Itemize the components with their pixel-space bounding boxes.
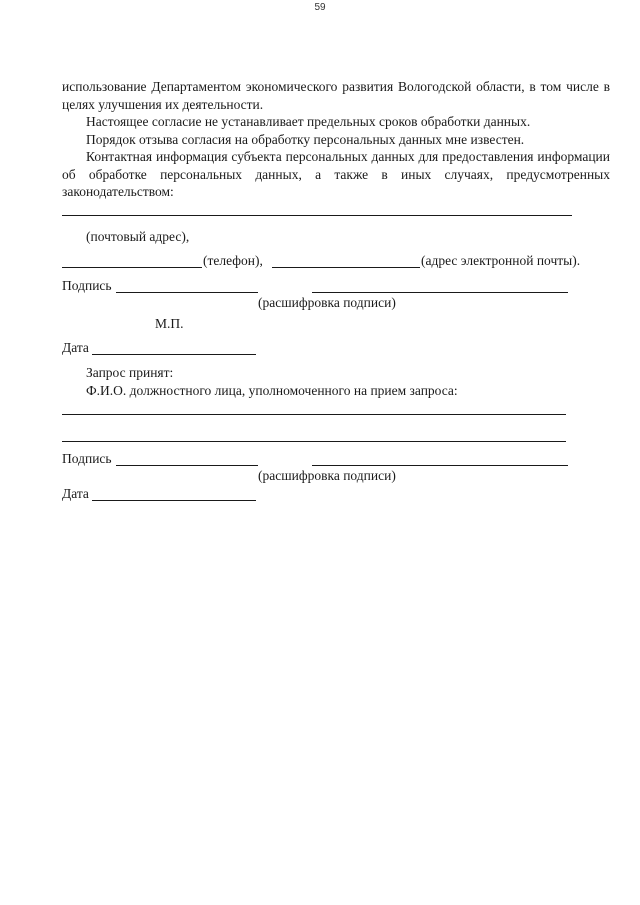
decoding-blank-line-1: [312, 292, 568, 293]
date-label-1: Дата: [62, 340, 89, 355]
decoding-label-1: (расшифровка подписи): [258, 295, 396, 310]
signature-blank-line-2: [116, 465, 258, 466]
paragraph-term: Настоящее согласие не устанавливает предельных сроков обработки данных.: [86, 114, 531, 129]
official-blank-line-2: [62, 441, 566, 442]
phone-label: (телефон),: [203, 253, 263, 268]
paragraph-contact-info: Контактная информация субъекта персональных данных для предоставления информации об обработке персональных данных, а также в иных случаях, предусмотренных законодательством:: [62, 149, 610, 199]
email-blank-line: [272, 267, 420, 268]
email-label: (адрес электронной почты).: [421, 253, 581, 268]
paragraph-revocation: Порядок отзыва согласия на обработку персональных данных мне известен.: [86, 131, 525, 147]
signature-label-2: Подпись: [62, 451, 112, 466]
official-label: Ф.И.О. должностного лица, уполномоченного на прием запроса:: [86, 383, 458, 398]
phone-blank-line: [62, 267, 202, 268]
official-blank-line-1: [62, 414, 566, 415]
decoding-blank-line-2: [312, 465, 568, 466]
paragraph-usage: использование Департаментом экономического развития Вологодской области, в том числе в целях улучшения их деятельности.: [62, 79, 610, 112]
postal-address-label: (почтовый адрес),: [86, 229, 190, 244]
address-blank-line: [62, 215, 572, 216]
page-number: 59: [314, 2, 326, 13]
signature-label-1: Подпись: [62, 278, 112, 293]
decoding-label-2: (расшифровка подписи): [258, 468, 396, 483]
document-body: [62, 78, 610, 201]
request-accepted-label: Запрос принят:: [86, 365, 174, 380]
date-label-2: Дата: [62, 486, 89, 501]
date-blank-line-1: [92, 354, 256, 355]
stamp-label: М.П.: [155, 316, 184, 331]
date-blank-line-2: [92, 500, 256, 501]
signature-blank-line-1: [116, 292, 258, 293]
